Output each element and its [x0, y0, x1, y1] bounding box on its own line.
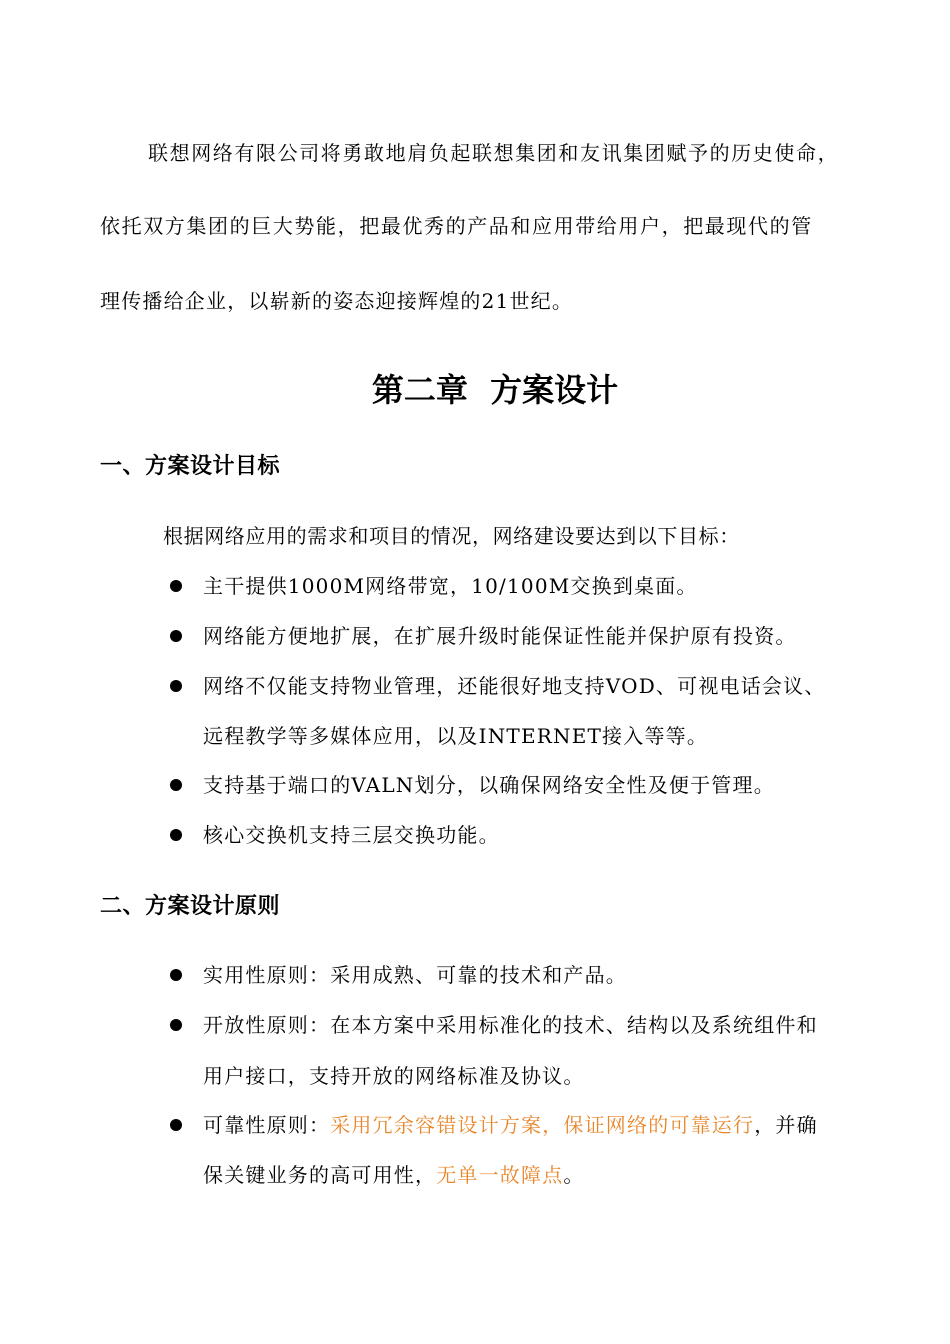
highlighted-text: 无单一故障点 [436, 1163, 564, 1187]
bullet-icon [170, 779, 182, 791]
principle-item-1: 实用性原则：采用成熟、可靠的技术和产品。 [203, 963, 627, 987]
chapter-title: 第二章 方案设计 [371, 371, 619, 409]
goal-item-1: 主干提供1000M网络带宽，10/100M交换到桌面。 [203, 574, 698, 598]
goal-item-5: 核心交换机支持三层交换功能。 [203, 823, 500, 847]
goal-item-3-line-2: 远程教学等多媒体应用，以及INTERNET接入等等。 [203, 724, 709, 748]
principle-text: 保关键业务的高可用性， [203, 1163, 437, 1187]
bullet-icon [170, 1019, 182, 1031]
principle-item-3-line-1 [203, 1113, 818, 1137]
bullet-icon [170, 829, 182, 841]
goals-intro-text: 根据网络应用的需求和项目的情况，网络建设要达到以下目标： [163, 524, 740, 548]
section-heading-goals: 一、方案设计目标 [100, 454, 281, 479]
intro-paragraph-line-3: 理传播给企业，以崭新的姿态迎接辉煌的21世纪。 [100, 289, 574, 313]
bullet-icon [170, 680, 182, 692]
bullet-icon [170, 580, 182, 592]
bullet-icon [170, 1119, 182, 1131]
principle-text: ，并确 [754, 1113, 818, 1137]
principle-text: 。 [563, 1163, 585, 1187]
bullet-icon [170, 969, 182, 981]
goal-item-2: 网络能方便地扩展，在扩展升级时能保证性能并保护原有投资。 [203, 624, 797, 648]
intro-paragraph-line-2: 依托双方集团的巨大势能，把最优秀的产品和应用带给用户，把最现代的管 [100, 214, 813, 238]
principle-item-2-line-1: 开放性原则：在本方案中采用标准化的技术、结构以及系统组件和 [203, 1013, 818, 1037]
highlighted-text: 采用冗余容错设计方案，保证网络的可靠运行 [330, 1113, 755, 1137]
principle-item-2-line-2: 用户接口，支持开放的网络标准及协议。 [203, 1064, 585, 1088]
principle-item-3-line-2 [203, 1163, 585, 1187]
section-heading-principles: 二、方案设计原则 [100, 894, 281, 919]
principle-label: 可靠性原则： [203, 1113, 331, 1137]
bullet-icon [170, 630, 182, 642]
goal-item-3-line-1: 网络不仅能支持物业管理，还能很好地支持VOD、可视电话会议、 [203, 674, 826, 698]
goal-item-4: 支持基于端口的VALN划分，以确保网络安全性及便于管理。 [203, 773, 775, 797]
intro-paragraph-line-1: 联想网络有限公司将勇敢地肩负起联想集团和友讯集团赋予的历史使命， [148, 141, 840, 165]
